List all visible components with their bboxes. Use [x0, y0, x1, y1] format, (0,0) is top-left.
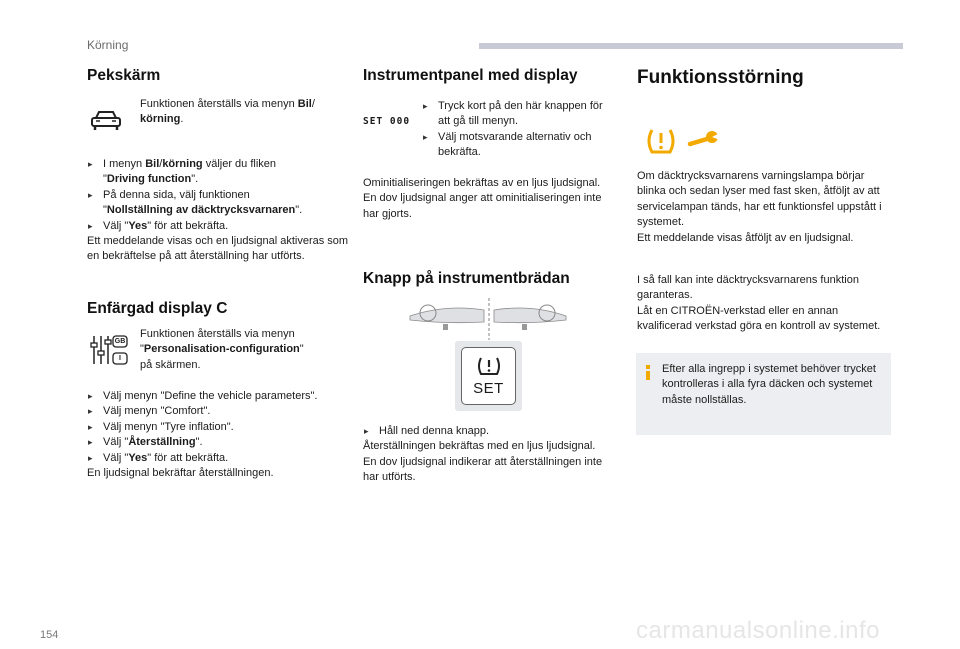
instrument-steps [422, 99, 612, 161]
info-text: Efter alla ingrepp i systemet behöver trycket kontrolleras i alla fyra däcken och systemet måste nollställas. [662, 363, 876, 406]
tyre-pressure-icon [476, 355, 502, 377]
i-label: I [119, 355, 121, 362]
touchscreen-outro: Ett meddelande visas och en ljudsignal aktiveras som en bekräftelse på att återställning har utförts. [87, 235, 349, 263]
touchscreen-heading: Pekskärm [87, 67, 161, 84]
step-item: ▸ I menyn Bil/körning väljer du fliken "Driving function". [87, 157, 349, 188]
car-front-icon [88, 105, 124, 135]
button-text: ▸ Håll ned denna knapp. Återställningen bekräftas med en ljus ljudsignal. En dov ljudsignal indikerar att återställningen inte har utförts. [363, 424, 608, 486]
display-settings-icon [89, 333, 129, 367]
step-item: ▸ Välj menyn "Define the vehicle parameters". [87, 389, 352, 404]
info-icon [645, 365, 651, 381]
step-item: ▸ Välj menyn "Tyre inflation". [87, 420, 352, 435]
set-000-icon: SET 000 [363, 116, 411, 127]
malfunction-para-2: I så fall kan inte däcktrycksvarnarens funktion garanteras. Låt en CITROËN-verkstad eller en annan kvalificerad verkstad göra en kontroll av systemet. [637, 274, 881, 333]
step-item: ▸ Välj "Yes" för att bekräfta. [87, 451, 352, 466]
header-bar [479, 43, 903, 49]
page-number: 154 [40, 629, 59, 641]
gb-label: GB [114, 338, 126, 345]
step-item: ▸ Välj "Återställning". [87, 435, 352, 450]
touchscreen-steps [87, 157, 349, 265]
color-display-outro: En ljudsignal bekräftar återställningen. [87, 467, 274, 480]
instrument-panel-heading: Instrumentpanel med display [363, 67, 578, 84]
step-item: ▸ Tryck kort på den här knappen för att gå till menyn. [422, 99, 612, 130]
section-label: Körning [87, 38, 129, 52]
instrument-paragraphs: Ominitialiseringen bekräftas av en ljus ljudsignal. En dov ljudsignal anger att ominitialiseringen inte har gjorts. [363, 177, 602, 220]
watermark: carmanualsonline.info [636, 617, 880, 644]
dashboard-illustration [406, 296, 570, 341]
malfunction-para-1: Om däcktrycksvarnarens varningslampa börjar blinka och sedan lyser med fast sken, åtföljt av att servicelampan tänds, har ett funktionsfel uppstått i systemet. Ett meddelande visas åtföljt av en ljudsignal. [637, 170, 882, 244]
step-item: ▸ Välj motsvarande alternativ och bekräfta. [422, 130, 612, 161]
touchscreen-intro: Funktionen återställs via menyn Bil/ körning. [140, 98, 315, 126]
dashboard-button-heading: Knapp på instrumentbrädan [363, 270, 570, 287]
color-display-heading: Enfärgad display C [87, 300, 228, 317]
step-item: ▸ Välj "Yes" för att bekräfta. [87, 219, 349, 234]
set-button[interactable] [461, 347, 516, 405]
step-item: ▸ Håll ned denna knapp. [363, 424, 608, 439]
step-item: ▸ Välj menyn "Comfort". [87, 404, 352, 419]
step-item: ▸ På denna sida, välj funktionen "Nollställning av däcktrycksvarnaren". [87, 188, 349, 219]
malfunction-heading: Funktionsstörning [637, 67, 804, 88]
color-display-intro: Funktionen återställs via menyn "Personalisation-configuration" på skärmen. [140, 328, 304, 371]
color-display-steps [87, 389, 352, 481]
wrench-icon [687, 130, 721, 152]
tyre-pressure-warning-icon [646, 126, 676, 156]
set-label: SET [473, 380, 504, 397]
